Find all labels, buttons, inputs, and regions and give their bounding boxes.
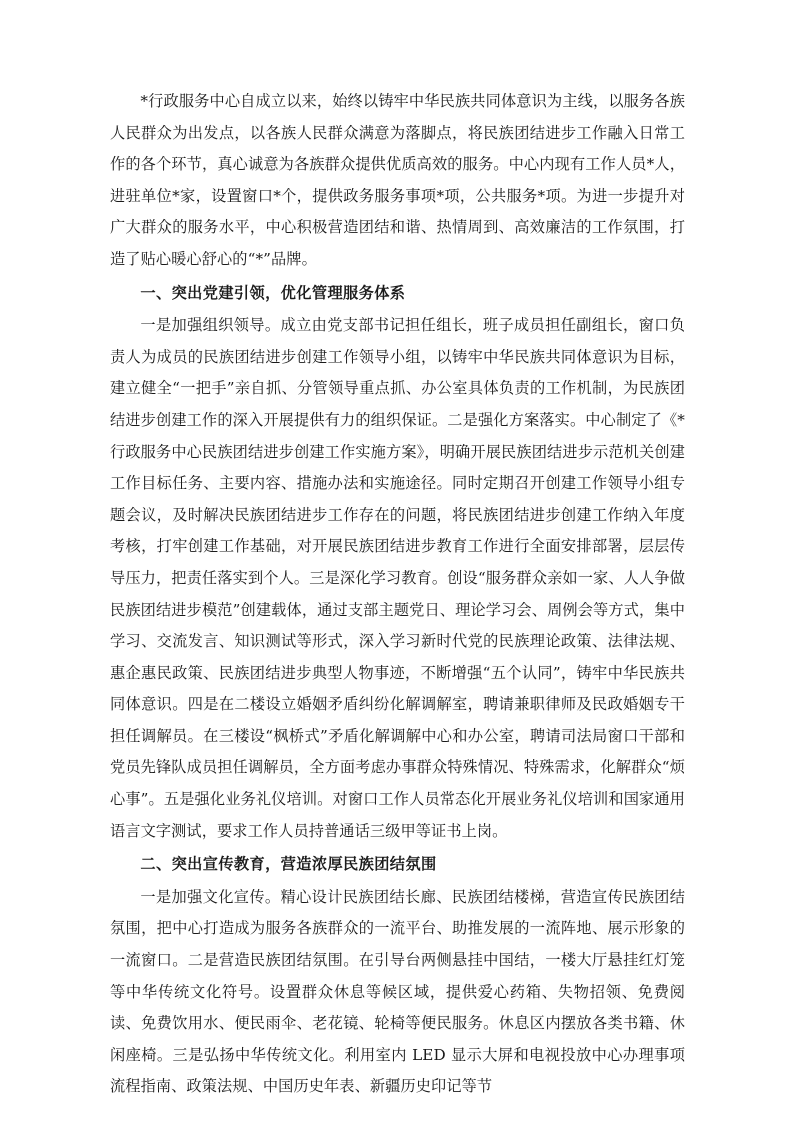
document-body — [110, 86, 685, 1103]
paragraph-section-1: 一是加强组织领导。成立由党支部书记担任组长，班子成员担任副组长，窗口负责人为成员的民族团结进步创建工作领导小组，以铸牢中华民族共同体意识为目标，建立健全“一把手”亲自抓、分管领导重点抓、办公室具体负责的工作机制，为民族团结进步创建工作的深入开展提供有力的组织保证。二是强化方案落实。中心制定了《*行政服务中心民族团结进步创建工作实施方案》，明确开展民族团结进步示范机关创建工作目标任务、主要内容、措施办法和实施途径。同时定期召开创建工作领导小组专题会议，及时解决民族团结进步工作存在的问题，将民族团结进步创建工作纳入年度考核，打牢创建工作基础，对开展民族团结进步教育工作进行全面安排部署，层层传导压力，把责任落实到个人。三是深化学习教育。创设“服务群众亲如一家、人人争做民族团结进步模范”创建载体，通过支部主题党日、理论学习会、周例会等方式，集中学习、交流发言、知识测试等形式，深入学习新时代党的民族理论政策、法律法规、惠企惠民政策、民族团结进步典型人物事迹，不断增强“五个认同”，铸牢中华民族共同体意识。四是在二楼设立婚姻矛盾纠纷化解调解室，聘请兼职律师及民政婚姻专干担任调解员。在三楼设“枫桥式”矛盾化解调解中心和办公室，聘请司法局窗口干部和党员先锋队成员担任调解员，全方面考虑办事群众特殊情况、特殊需求，化解群众“烦心事”。五是强化业务礼仪培训。对窗口工作人员常态化开展业务礼仪培训和国家通用语言文字测试，要求工作人员持普通话三级甲等证书上岗。 — [110, 316, 685, 840]
paragraph-section-2: 一是加强文化宣传。精心设计民族团结长廊、民族团结楼梯，营造宣传民族团结氛围，把中心打造成为服务各族群众的一流平台、助推发展的一流阵地、展示形象的一流窗口。二是营造民族团结氛围。在引导台两侧悬挂中国结，一楼大厅悬挂红灯笼等中华传统文化符号。设置群众休息等候区域，提供爱心药箱、失物招领、免费阅读、免费饮用水、便民雨伞、老花镜、轮椅等便民服务。休息区内摆放各类书籍、休闲座椅。三是弘扬中华传统文化。利用室内 LED 显示大屏和电视投放中心办理事项流程指南、政策法规、中国历史年表、新疆历史印记等节 — [110, 887, 685, 1096]
section-heading-2: 二、突出宣传教育，营造浓厚民族团结氛围 — [140, 855, 437, 874]
paragraph-intro: *行政服务中心自成立以来，始终以铸牢中华民族共同体意识为主线，以服务各族人民群众为出发点，以各族人民群众满意为落脚点，将民族团结进步工作融入日常工作的各个环节，真心诚意为各族群众提供优质高效的服务。中心内现有工作人员*人，进驻单位*家，设置窗口*个，提供政务服务事项*项，公共服务*项。为进一步提升对广大群众的服务水平，中心积极营造团结和谐、热情周到、高效廉洁的工作氛围，打造了贴心暖心舒心的“*”品牌。 — [110, 92, 685, 268]
section-heading-1: 一、突出党建引领，优化管理服务体系 — [140, 283, 406, 302]
